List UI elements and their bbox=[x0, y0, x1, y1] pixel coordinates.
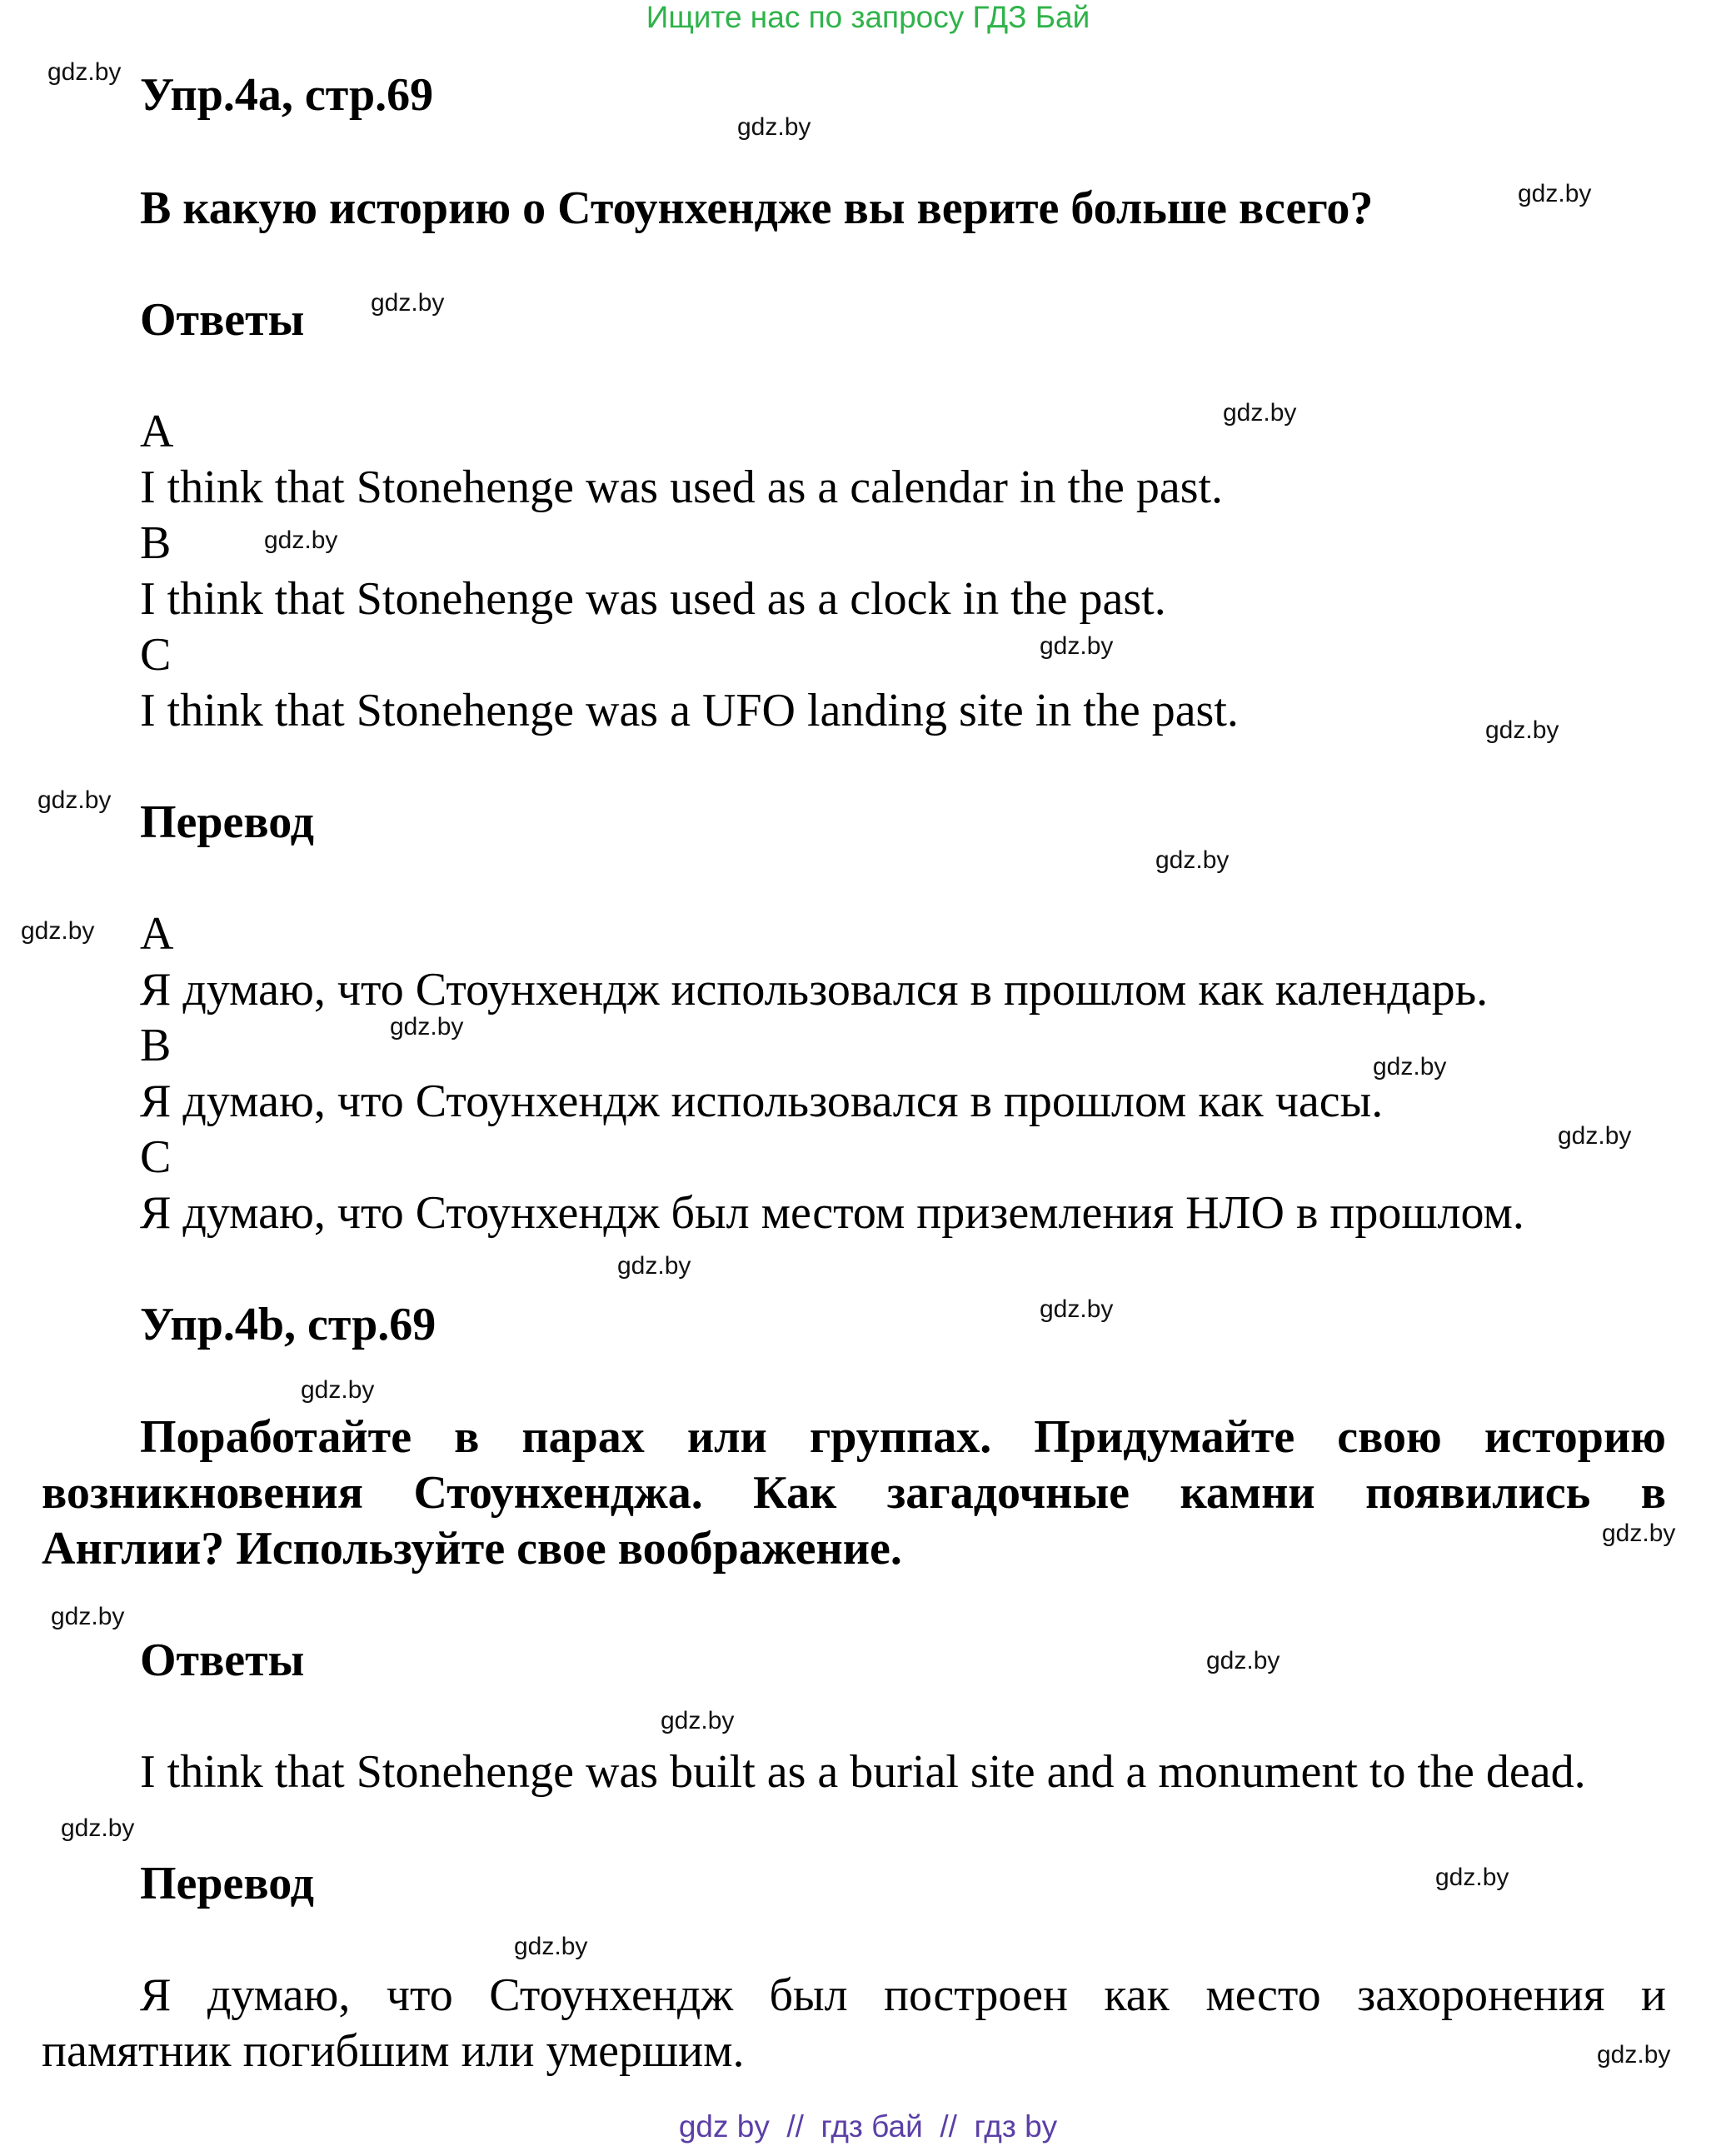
watermark: gdz.by bbox=[371, 289, 445, 317]
task-word: камни bbox=[1180, 1467, 1315, 1519]
watermark: gdz.by bbox=[661, 1707, 735, 1734]
footer-links: gdz by // гдз бай // гдз by bbox=[678, 2109, 1058, 2144]
translation-word: что bbox=[386, 1969, 453, 2021]
watermark: gdz.by bbox=[1485, 716, 1559, 744]
exercise-4b-answer: I think that Stonehenge was built as a burial site and a monument to the dead. bbox=[140, 1746, 1586, 1798]
watermark: gdz.by bbox=[737, 113, 811, 141]
watermark: gdz.by bbox=[1518, 180, 1592, 207]
translation-text-b: Я думаю, что Стоунхендж использовался в прошлом как часы. bbox=[140, 1076, 1384, 1127]
watermark: gdz.by bbox=[51, 1603, 125, 1630]
watermark: gdz.by bbox=[1155, 846, 1230, 874]
watermark: gdz.by bbox=[1040, 1295, 1114, 1323]
translation-word: построен bbox=[884, 1969, 1068, 2021]
exercise-4a-title: Упр.4а, стр.69 bbox=[140, 69, 434, 121]
task-word: появились bbox=[1365, 1467, 1591, 1519]
exercise-4b-title: Упр.4b, стр.69 bbox=[140, 1299, 436, 1350]
watermark: gdz.by bbox=[514, 1933, 588, 1960]
translation-text-c: Я думаю, что Стоунхендж был местом приземления НЛО в прошлом. bbox=[140, 1187, 1524, 1239]
answer-text-b: I think that Stonehenge was used as a clock in the past. bbox=[140, 573, 1166, 625]
watermark: gdz.by bbox=[1435, 1864, 1509, 1891]
translation-letter-b: В bbox=[140, 1020, 172, 1071]
task-word: свою bbox=[1337, 1411, 1442, 1463]
translation-word: место bbox=[1205, 1969, 1321, 2021]
watermark: gdz.by bbox=[21, 917, 95, 945]
answer-text-c: I think that Stonehenge was a UFO landing site in the past. bbox=[140, 685, 1239, 736]
task-word: возникновения bbox=[42, 1467, 363, 1519]
watermark: gdz.by bbox=[617, 1252, 691, 1280]
watermark: gdz.by bbox=[37, 786, 112, 814]
exercise-4b-translation-heading: Перевод bbox=[140, 1858, 314, 1909]
watermark: gdz.by bbox=[61, 1814, 135, 1842]
task-word: загадочные bbox=[886, 1467, 1130, 1519]
top-banner: Ищите нас по запросу ГДЗ Бай bbox=[646, 0, 1090, 34]
watermark: gdz.by bbox=[264, 527, 338, 554]
watermark: gdz.by bbox=[390, 1013, 464, 1041]
translation-word: и bbox=[1640, 1969, 1666, 2021]
exercise-4b-task-line-2 bbox=[42, 1466, 1666, 1520]
watermark: gdz.by bbox=[1558, 1122, 1632, 1150]
translation-word: думаю, bbox=[207, 1969, 351, 2021]
exercise-4b-answers-heading: Ответы bbox=[140, 1634, 305, 1686]
answer-text-a: I think that Stonehenge was used as a calendar in the past. bbox=[140, 462, 1224, 513]
watermark: gdz.by bbox=[1373, 1053, 1447, 1080]
translation-word: как bbox=[1104, 1969, 1170, 2021]
watermark: gdz.by bbox=[301, 1376, 375, 1404]
translation-word: Стоунхендж bbox=[489, 1969, 734, 2021]
task-word: в bbox=[1640, 1467, 1666, 1519]
answer-letter-c: C bbox=[140, 629, 172, 681]
translation-word: Я bbox=[140, 1969, 172, 2021]
translation-word: был bbox=[769, 1969, 848, 2021]
task-word: Стоунхенджа. bbox=[413, 1467, 703, 1519]
watermark: gdz.by bbox=[47, 58, 122, 86]
watermark: gdz.by bbox=[1602, 1520, 1676, 1547]
exercise-4b-translation-line-1 bbox=[140, 1969, 1666, 2022]
exercise-4b-translation-line-2: памятник погибшим или умершим. bbox=[42, 2025, 745, 2077]
translation-text-a: Я думаю, что Стоунхендж использовался в прошлом как календарь. bbox=[140, 964, 1489, 1016]
answer-letter-b: B bbox=[140, 517, 172, 569]
task-word: или bbox=[686, 1411, 767, 1463]
translation-word: захоронения bbox=[1357, 1969, 1605, 2021]
exercise-4b-task-line-3: Англии? Используйте свое воображение. bbox=[42, 1523, 902, 1575]
exercise-4a-question: В какую историю о Стоунхендже вы верите больше всего? bbox=[140, 182, 1374, 234]
task-word: Поработайте bbox=[140, 1411, 412, 1463]
task-word: Как bbox=[753, 1467, 837, 1519]
task-word: историю bbox=[1484, 1411, 1666, 1463]
watermark: gdz.by bbox=[1223, 399, 1297, 427]
exercise-4b-task-line-1 bbox=[140, 1410, 1666, 1464]
answer-letter-a: A bbox=[140, 406, 174, 457]
task-word: Придумайте bbox=[1034, 1411, 1295, 1463]
watermark: gdz.by bbox=[1206, 1647, 1280, 1674]
task-word: парах bbox=[521, 1411, 645, 1463]
exercise-4a-answers-heading: Ответы bbox=[140, 294, 305, 346]
watermark: gdz.by bbox=[1597, 2041, 1671, 2069]
exercise-4a-translation-heading: Перевод bbox=[140, 796, 314, 848]
task-word: группах. bbox=[809, 1411, 992, 1463]
translation-letter-c: С bbox=[140, 1131, 172, 1183]
task-word: в bbox=[454, 1411, 480, 1463]
watermark: gdz.by bbox=[1040, 632, 1114, 660]
translation-letter-a: А bbox=[140, 908, 174, 960]
